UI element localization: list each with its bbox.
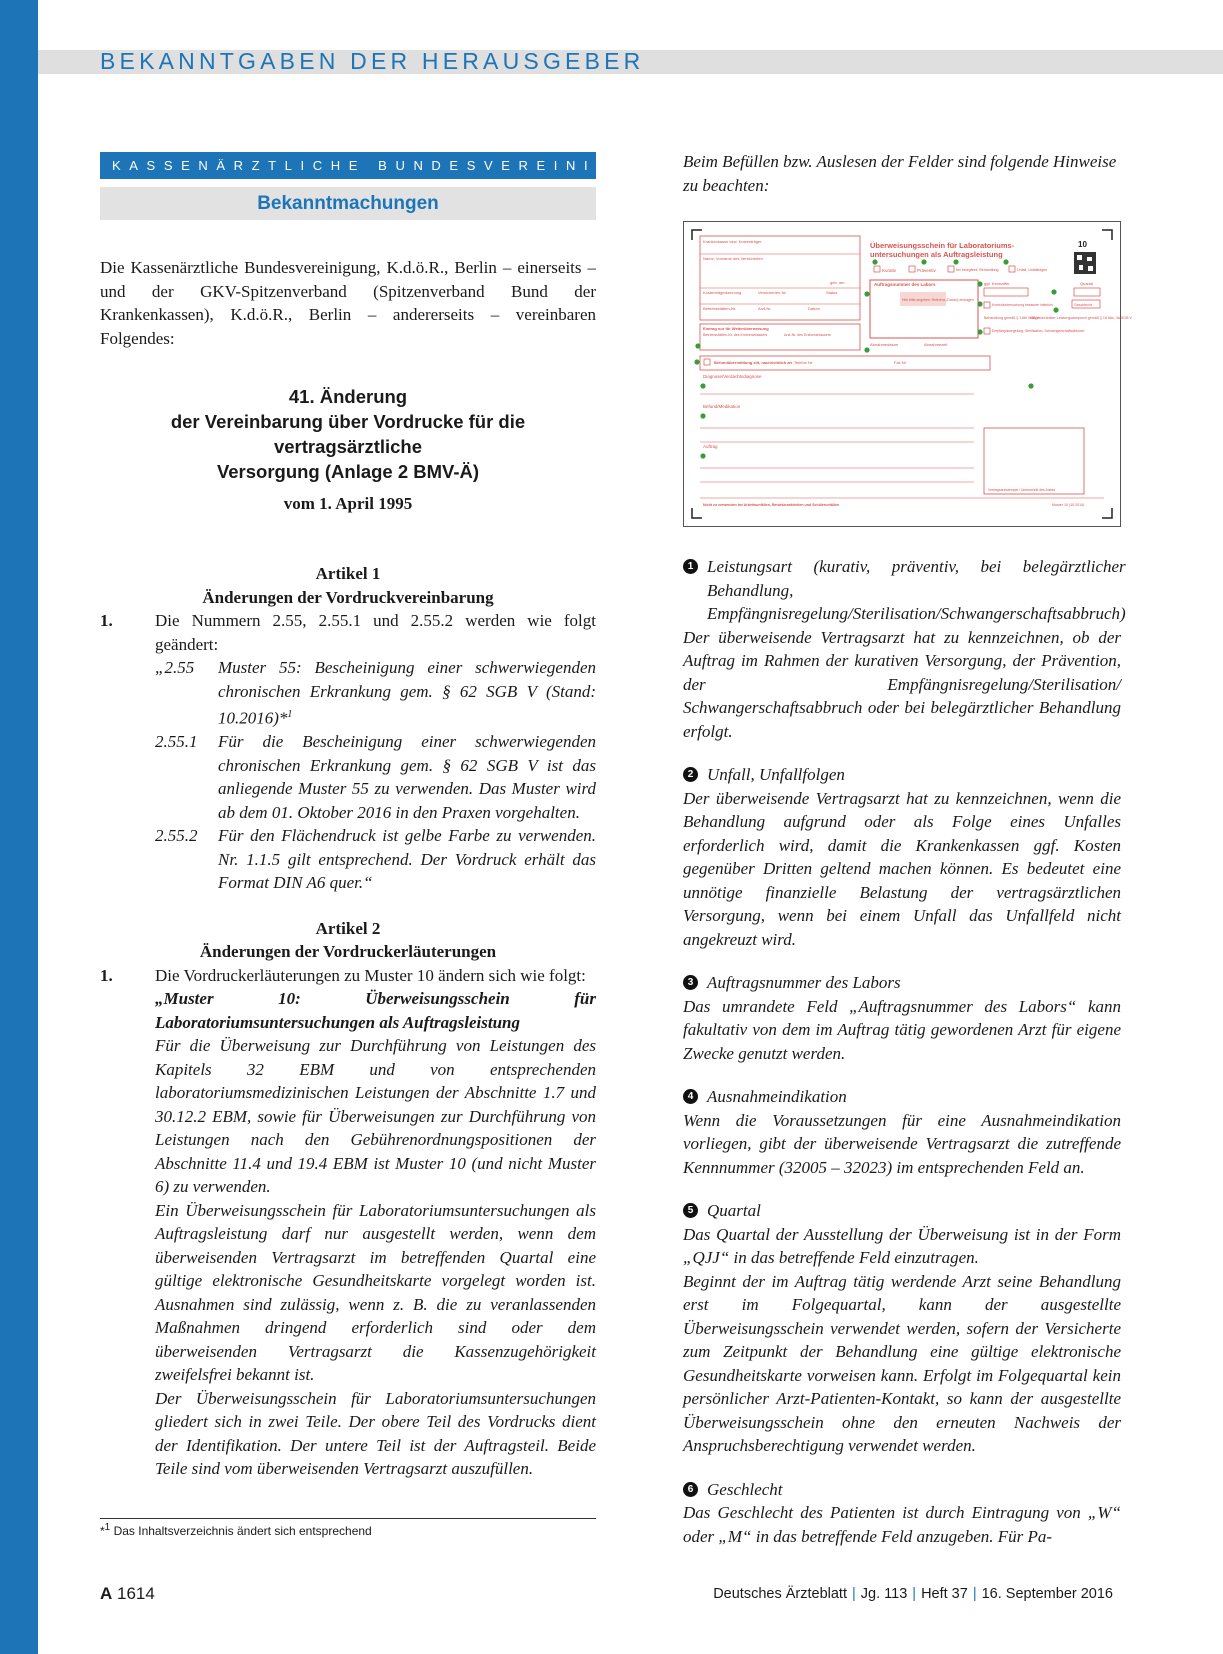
form-label-unfall: Unfall, Unfallfolgen [1017,268,1048,272]
journal-issue: Heft 37 [921,1586,968,1602]
number-badge: 5 [683,1203,698,1218]
number-badge: 6 [683,1482,698,1497]
form-label-eingeschraenkt: eingeschränkter Leistungsanspruch gemäß § 16 Abs. 3a SGB V [1030,316,1132,320]
form-label-telefon: Telefon Nr. [794,360,814,365]
change-title [100,384,596,484]
journal-footer: Deutsches Ärzteblatt | Jg. 113 | Heft 37 | 16. September 2016 [713,1586,1113,1602]
explanation-section-6 [683,1478,1121,1549]
article-2-item-number: 1. [100,965,113,985]
form-footer-note: Nicht zu verwenden bei Arbeitsunfällen, Berufskrankheiten und Schülerunfällen [703,503,840,507]
footnote-divider [100,1518,596,1519]
subitem-2-55 [155,656,596,730]
number-badge: 3 [683,975,698,990]
number-badge: 2 [683,767,698,782]
article-2-title: Artikel 2 [315,918,381,938]
form-number: 10 [1078,240,1087,249]
article-1-subtitle: Änderungen der Vordruckvereinbarung [202,587,494,607]
subitem-2-55-2 [155,824,596,895]
left-column [100,152,670,1481]
subitem-2-55-1 [155,730,596,824]
form-label-empfaengnis: Empfängnisregelung, Sterilisation, Schwangerschaftsabbruch [992,329,1085,333]
kbv-banner: KASSENÄRZTLICHE BUNDESVEREINIGUNG [100,152,596,179]
subitem-code: „2.55 [155,658,195,677]
form-label-kasse: Krankenkasse bzw. Kostenträger [703,239,762,244]
section-title: Unfall, Unfallfolgen [707,765,845,784]
form-label-auftragsnummer: Auftragsnummer des Labors [874,282,936,287]
muster-10-form-image [683,221,1132,527]
form-label-befund: Befundübermittlung eilt, nachrichtlich an [714,360,793,365]
explanation-section-4 [683,1085,1121,1179]
section-header-title: BEKANNTGABEN DER HERAUSGEBER [100,48,645,74]
form-label-arzt-nr: Arzt-Nr. [758,306,772,311]
form-label-geschlecht: Geschlecht [1074,303,1092,307]
article-1-heading [100,562,596,609]
form-label-betriebsstaette-auftr: Betriebsstätten-Nr. des Erstveranlassers [703,333,768,337]
change-date: vom 1. April 1995 [283,494,413,513]
paragraph: Der Überweisungsschein für Laboratoriumsuntersuchungen gliedert sich in zwei Teile. Der obere Teil des Vordrucks dient der Identifikation. Der untere Teil ist der Auftragsteil. Beide Teile sind vom überweisenden Vertragsarzt auszufüllen. [155,1388,596,1479]
subitem-text: Muster 55: Bescheinigung einer schwerwiegenden chronischen Erkrankung gem. § 62 SGB V (Stand: 10.2016)*$^1$ [218,658,596,728]
section-paragraph: Der überweisende Vertragsarzt hat zu kennzeichnen, ob der Auftrag im Rahmen der kurativen Versorgung, der Prävention, der Empfängnisregelung/Sterilisation/ Schwangerschaftsabbruch oder bei belegärztlicher Behandlung erfolgt. [683,627,1121,741]
right-column [683,150,1132,1568]
form-label-fax: Fax Nr. [894,360,907,365]
form-title-line-2: untersuchungen als Auftragsleistung [870,250,1003,259]
form-label-kurativ: Kurativ [882,268,897,273]
section-paragraph: Wenn die Voraussetzungen für eine Ausnahmeindikation vorliegen, gibt der überweisende Vertragsarzt die zutreffende Kennnummer (32005 – 32023) im entsprechenden Feld an. [683,1110,1121,1177]
form-label-hinweis: Hier bitte angeben: Referenz (Datum) eintragen [902,298,974,302]
side-color-bar [0,0,38,1654]
form-label-abnahmezeit: Abnahmezeit [924,342,948,347]
subitem-code: 2.55.2 [155,826,198,846]
paragraph: Ein Überweisungsschein für Laboratoriumsuntersuchungen als Auftragsleistung darf nur ausgestellt werden, wenn dem überweisenden Vertragsarzt im betreffenden Quartal eine gültige elektronische Gesundheitskarte vorgelegt worden ist. Ausnahmen sind zulässig, wenn z. B. die zu veranlassenden Maßnahmen dringend erforderlich sind oder dem überweisenden Vertragsarzt die Kassenzugehörigkeit zweifelsfrei bekannt ist. [155,1200,596,1385]
article-2-subtitle: Änderungen der Vordruckerläuterungen [199,942,497,962]
form-label-kontroll: Kontrolluntersuchung bekannte Infektion [992,303,1053,307]
form-label-arzt-auftr: Arzt-Nr. des Erstveranlassers [784,333,831,337]
muster-10-title: „Muster 10: Überweisungsschein für Laboratoriumsuntersuchungen als Auftragsleistung [155,989,596,1032]
form-label-stempel: Vertragsarztstempel / Unterschrift des Arztes [988,488,1056,492]
article-2-item-text: Die Vordruckerläuterungen zu Muster 10 ändern sich wie folgt: [155,965,586,985]
footnote: *$^1$ Das Inhaltsverzeichnis ändert sich entsprechend [100,1522,372,1538]
section-title: Ausnahmeindikation [707,1087,847,1106]
article-1-item-text: Die Nummern 2.55, 2.55.1 und 2.55.2 werden wie folgt geändert: [155,611,596,654]
section-paragraph: Beginnt der im Auftrag tätig werdende Arzt seine Behandlung erst im Folgequartal, kann der ausgestellte Überweisungsschein verwendet werden, sofern der Versicherte zum Zeitpunkt der Behandlung eine gültige elektronische Gesundheitskarte vorweisen kann. Erfolgt im Folgequartal kein persönlicher Arzt-Patienten-Kontakt, so kann der ausgestellte Überweisungsschein ohne den erneuten Nachweis der Anspruchsberechtigung verwendet werden. [683,1271,1121,1455]
form-label-geb: geb. am [830,280,845,285]
muster-10-explanation [155,987,596,1481]
article-2-item [100,964,596,988]
journal-name: Deutsches Ärzteblatt [713,1586,847,1602]
section-paragraph: Der überweisende Vertragsarzt hat zu kennzeichnen, wenn die Behandlung aufgrund oder als Folge eines Unfalles erforderlich wird, damit die Krankenkassen ggf. Kosten gegenüber Dritten geltend machen können. Es bedeutet eine unnötige finanzielle Belastung der vertragsärztlichen Versorgung, wenn bei einem Unfall das Unfallfeld nicht angekreuzt wird. [683,788,1121,949]
form-label-belegarzt: bei belegärztl. Behandlung [956,268,999,272]
journal-date: 16. September 2016 [981,1586,1113,1602]
change-title-line-3: Versorgung (Anlage 2 BMV-Ä) [216,461,480,482]
section-paragraph: Das Quartal der Ausstellung der Überweisung ist in der Form „QJJ“ in das betreffende Feld einzutragen. [683,1224,1121,1267]
page-number: A 1614 [100,1584,155,1603]
section-paragraph: Das umrandete Feld „Auftragsnummer des Labors“ kann fakultativ von dem im Auftrag tätig gewordenen Arzt für eigene Zwecke genutzt werden. [683,996,1121,1063]
form-label-quartal: Quartal [1080,281,1094,286]
form-illustration [684,222,1132,526]
form-label-behandlung: Behandlung gemäß § 116b SGB V [984,316,1040,320]
paragraph: Für die Überweisung zur Durchführung von Leistungen des Kapitels 32 EBM und von entsprechenden laboratoriumsmedizinischen Leistungen der Abschnitte 1.7 und 30.12.2 EBM, sowie für Überweisungen zur Durchführung von Leistungen nach den Gebührenordnungspositionen der Abschnitte 11.4 und 19.4 EBM ist Muster 10 (und nicht Muster 6) zu verwenden. [155,1036,596,1197]
article-1-item [100,609,596,656]
subitem-code: 2.55.1 [155,732,198,752]
article-2-heading [100,917,596,964]
number-badge: 1 [683,559,698,574]
form-title-line-1: Überweisungsschein für Laboratoriums- [870,241,1015,250]
article-1-title: Artikel 1 [315,564,381,583]
change-title-line-2: der Vereinbarung über Vordrucke für die vertragsärztliche [170,411,526,457]
explanations-list [683,555,1126,1548]
bekanntmachungen-banner: Bekanntmachungen [100,187,596,220]
journal-volume: Jg. 113 [860,1586,908,1602]
form-label-status: Status [826,290,838,295]
form-label-praeventiv: Präventiv [917,268,936,273]
form-label-datum: Datum [808,306,820,311]
form-label-kostentraeger: Kostenträgerkennung [703,290,742,295]
form-label-auftrag: Auftrag [703,444,718,449]
form-label-kennziffer: ggf. Kennziffer [984,281,1010,286]
subitem-text: Für den Flächendruck ist gelbe Farbe zu verwenden. Nr. 1.1.5 gilt entsprechend. Der Vordruck erhält das Format DIN A6 quer.“ [218,826,596,893]
subitem-text: Für die Bescheinigung einer schwerwiegenden chronischen Erkrankung gem. § 62 SGB V ist das anliegende Muster 55 zu verwenden. Das Muster wird ab dem 01. Oktober 2016 in den Praxen vorgehalten. [218,732,596,822]
number-badge: 4 [683,1089,698,1104]
explanation-section-1 [683,555,1126,743]
form-label-eintrag: Eintrag nur für Weiterüberweisung [703,326,769,331]
explanation-section-2 [683,763,1121,951]
change-title-line-1: 41. Änderung [288,386,408,407]
form-label-befund-medikation: Befund/Medikation [703,404,741,409]
form-label-versicherten-nr: Versicherten-Nr. [758,290,787,295]
explanation-section-5 [683,1199,1121,1458]
article-1-item-number: 1. [100,611,113,630]
form-instructions-intro: Beim Befüllen bzw. Auslesen der Felder sind folgende Hinweise zu beachten: [683,152,1117,195]
form-label-betriebsstaetten: Betriebsstätten-Nr. [703,306,737,311]
section-title: Geschlecht [707,1479,783,1499]
form-label-abnahmedatum: Abnahmedatum [870,342,899,347]
section-paragraph: Das Geschlecht des Patienten ist durch Eintragung von „W“ oder „M“ in das betreffende Feld anzugeben. Für Pa- [683,1503,1121,1546]
footnote-ref: 1 [287,709,293,720]
form-label-name: Name, Vorname des Versicherten [703,256,763,261]
form-muster-label: Muster 10 (10.2014) [1052,503,1085,507]
intro-paragraph: Die Kassenärztliche Bundesvereinigung, K.d.ö.R., Berlin – einerseits – und der GKV-Spitzenverband (Spitzenverband Bund der Krankenkassen), K.d.ö.R., Berlin – andererseits – vereinbaren Folgendes: [100,258,596,348]
explanation-section-3 [683,971,1121,1065]
form-label-diagnose: Diagnose/Verdachtsdiagnose [703,374,762,379]
section-title: Auftragsnummer des Labors [707,973,901,992]
section-title: Quartal [707,1201,761,1220]
section-title: Leistungsart (kurativ, präventiv, bei belegärztlicher Behandlung, Empfängnisregelung/Sterilisation/Schwangerschaftsabbruch) [707,557,1126,623]
